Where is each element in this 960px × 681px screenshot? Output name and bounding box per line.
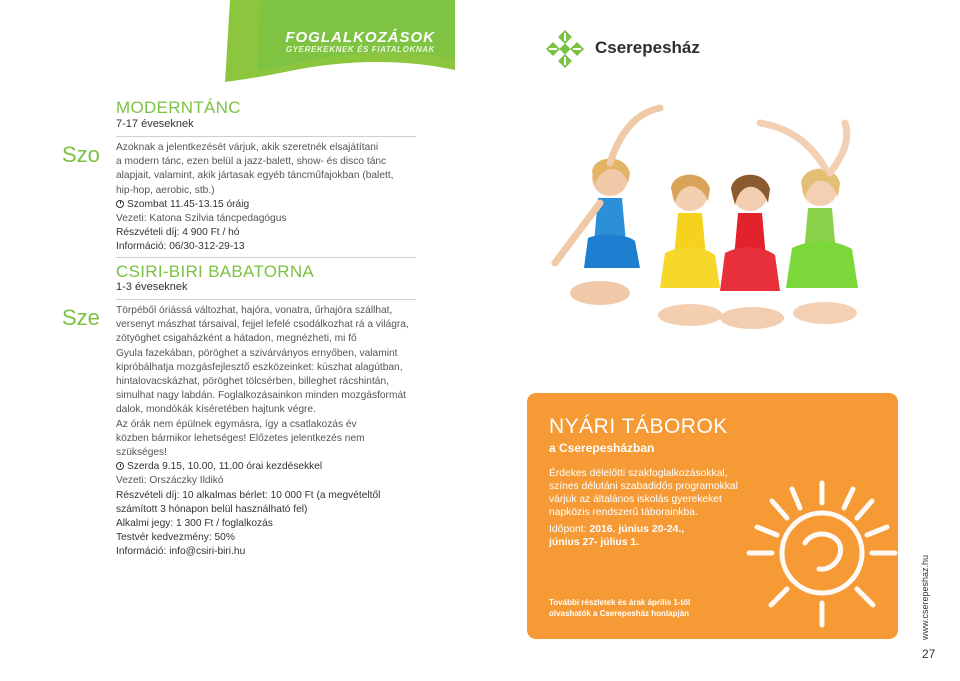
description-line: simulhat nagy labdán. Foglalkozásainkon minden mozgásformát	[116, 390, 406, 402]
description-line: a modern tánc, ezen belül a jazz-balett, show- és disco tánc	[116, 156, 387, 168]
description-line: közben bármikor lehetséges! Előzetes jelentkezés nem szükséges!	[116, 432, 365, 459]
description-line: Az órák nem épülnek egymásra, így a csatlakozás év	[116, 418, 357, 430]
fee-line-2: számított 3 hónapon belül használható fel)	[116, 503, 308, 515]
info-line: Információ: 06/30-312-29-13	[116, 241, 245, 253]
camp-body-line: Érdekes délelőtti szakfoglalkozásokkal,	[549, 468, 728, 479]
description-line: hintalovacskázhat, pöröghet tölcsérben, billeghet rácshintán,	[116, 376, 389, 388]
camp-description	[549, 467, 749, 519]
divider	[116, 257, 416, 258]
section-age: 1-3 éveseknek	[116, 281, 188, 293]
fee-line: Részvételi díj: 10 alkalmas bérlet: 10 000 Ft (a megvételtől	[116, 489, 381, 501]
camp-body-line: napközis rendszerű táborainkba.	[549, 507, 698, 518]
section-body	[116, 141, 416, 255]
header-banner	[0, 0, 455, 85]
camp-footer	[549, 598, 749, 619]
fee-line: Részvételi díj: 4 900 Ft / hó	[116, 227, 240, 239]
section-age: 7-17 éveseknek	[116, 118, 194, 130]
description-line: versenyt mászhat társaival, fejjel lefelé csodálkozhat rá a világra,	[116, 319, 409, 331]
camp-subtitle: a Cserepesházban	[549, 441, 655, 455]
clock-icon	[116, 462, 124, 470]
footer-line: olvashatók a Cserepesház honlapján	[549, 608, 690, 618]
schedule-line	[116, 198, 416, 212]
camp-title: NYÁRI TÁBOROK	[549, 415, 728, 438]
divider	[116, 299, 416, 300]
camp-body-line: várjuk az általános iskolás gyerekeket	[549, 494, 722, 505]
info-line: Információ: info@csiri-biri.hu	[116, 546, 246, 558]
schedule-text: Szerda 9.15, 10.00, 11.00 órai kezdésekkel	[127, 461, 323, 473]
day-label-saturday: Szo	[62, 142, 100, 167]
camp-dates	[549, 523, 749, 549]
description-line: zötyöghet csigaházként a hátadon, megnézheti, mi fő	[116, 333, 357, 345]
description-line: Gyula fazekában, pöröghet a szivárványos ernyőben, valamint	[116, 347, 398, 359]
banner-title: FOGLALKOZÁSOK	[285, 29, 435, 46]
sibling-discount-line: Testvér kedvezmény: 50%	[116, 532, 235, 544]
website-url: www.cserepeshaz.hu	[920, 554, 930, 640]
section-body	[116, 304, 416, 560]
section-title-moderntanc: MODERNTÁNC	[116, 98, 241, 117]
date-1: 2016. június 20-24.,	[589, 524, 685, 535]
teacher-line: Vezeti: Orszáczky Ildikó	[116, 475, 224, 487]
banner-subtitle: GYEREKEKNEK ÉS FIATALOKNAK	[285, 45, 435, 54]
schedule-line	[116, 460, 416, 474]
description-line: kipróbálhatja mozgásfejlesztő eszközeinket: kúszhat alagútban,	[116, 361, 403, 373]
dancing-children-photo	[540, 93, 912, 373]
divider	[116, 136, 416, 137]
description-line: hip-hop, aerobic, stb.)	[116, 184, 215, 196]
description-line: alapjait, valamint, akik jártasak egyéb táncműfajokban (balett,	[116, 170, 394, 182]
teacher-line: Vezeti: Katona Szilvia táncpedagógus	[116, 213, 287, 225]
schedule-text: Szombat 11.45-13.15 óráig	[127, 198, 250, 210]
logo-text: Cserepesház	[595, 38, 700, 57]
description-line: Törpéből óriássá változhat, hajóra, vonatra, űrhajóra szállhat,	[116, 305, 393, 316]
summer-camp-box	[527, 393, 898, 639]
single-ticket-line: Alkalmi jegy: 1 300 Ft / foglalkozás	[116, 518, 273, 530]
cserepeshaz-logo-icon	[544, 28, 586, 70]
description-line: Azoknak a jelentkezését várjuk, akik szeretnék elsajátítani	[116, 142, 379, 153]
day-label-wednesday: Sze	[62, 305, 100, 330]
page-number: 27	[922, 647, 936, 661]
camp-body-line: színes délutáni szabadidős programokkal	[549, 481, 738, 492]
footer-line: További részletek és árak április 1-től	[549, 598, 691, 607]
description-line: dalok, mondókák kíséretében hajtunk végre.	[116, 404, 316, 416]
section-title-csiri-biri: CSIRI-BIRI BABATORNA	[116, 262, 315, 281]
clock-icon	[116, 200, 124, 208]
date-label: Időpont:	[549, 524, 587, 535]
date-2: június 27- július 1.	[549, 537, 640, 548]
